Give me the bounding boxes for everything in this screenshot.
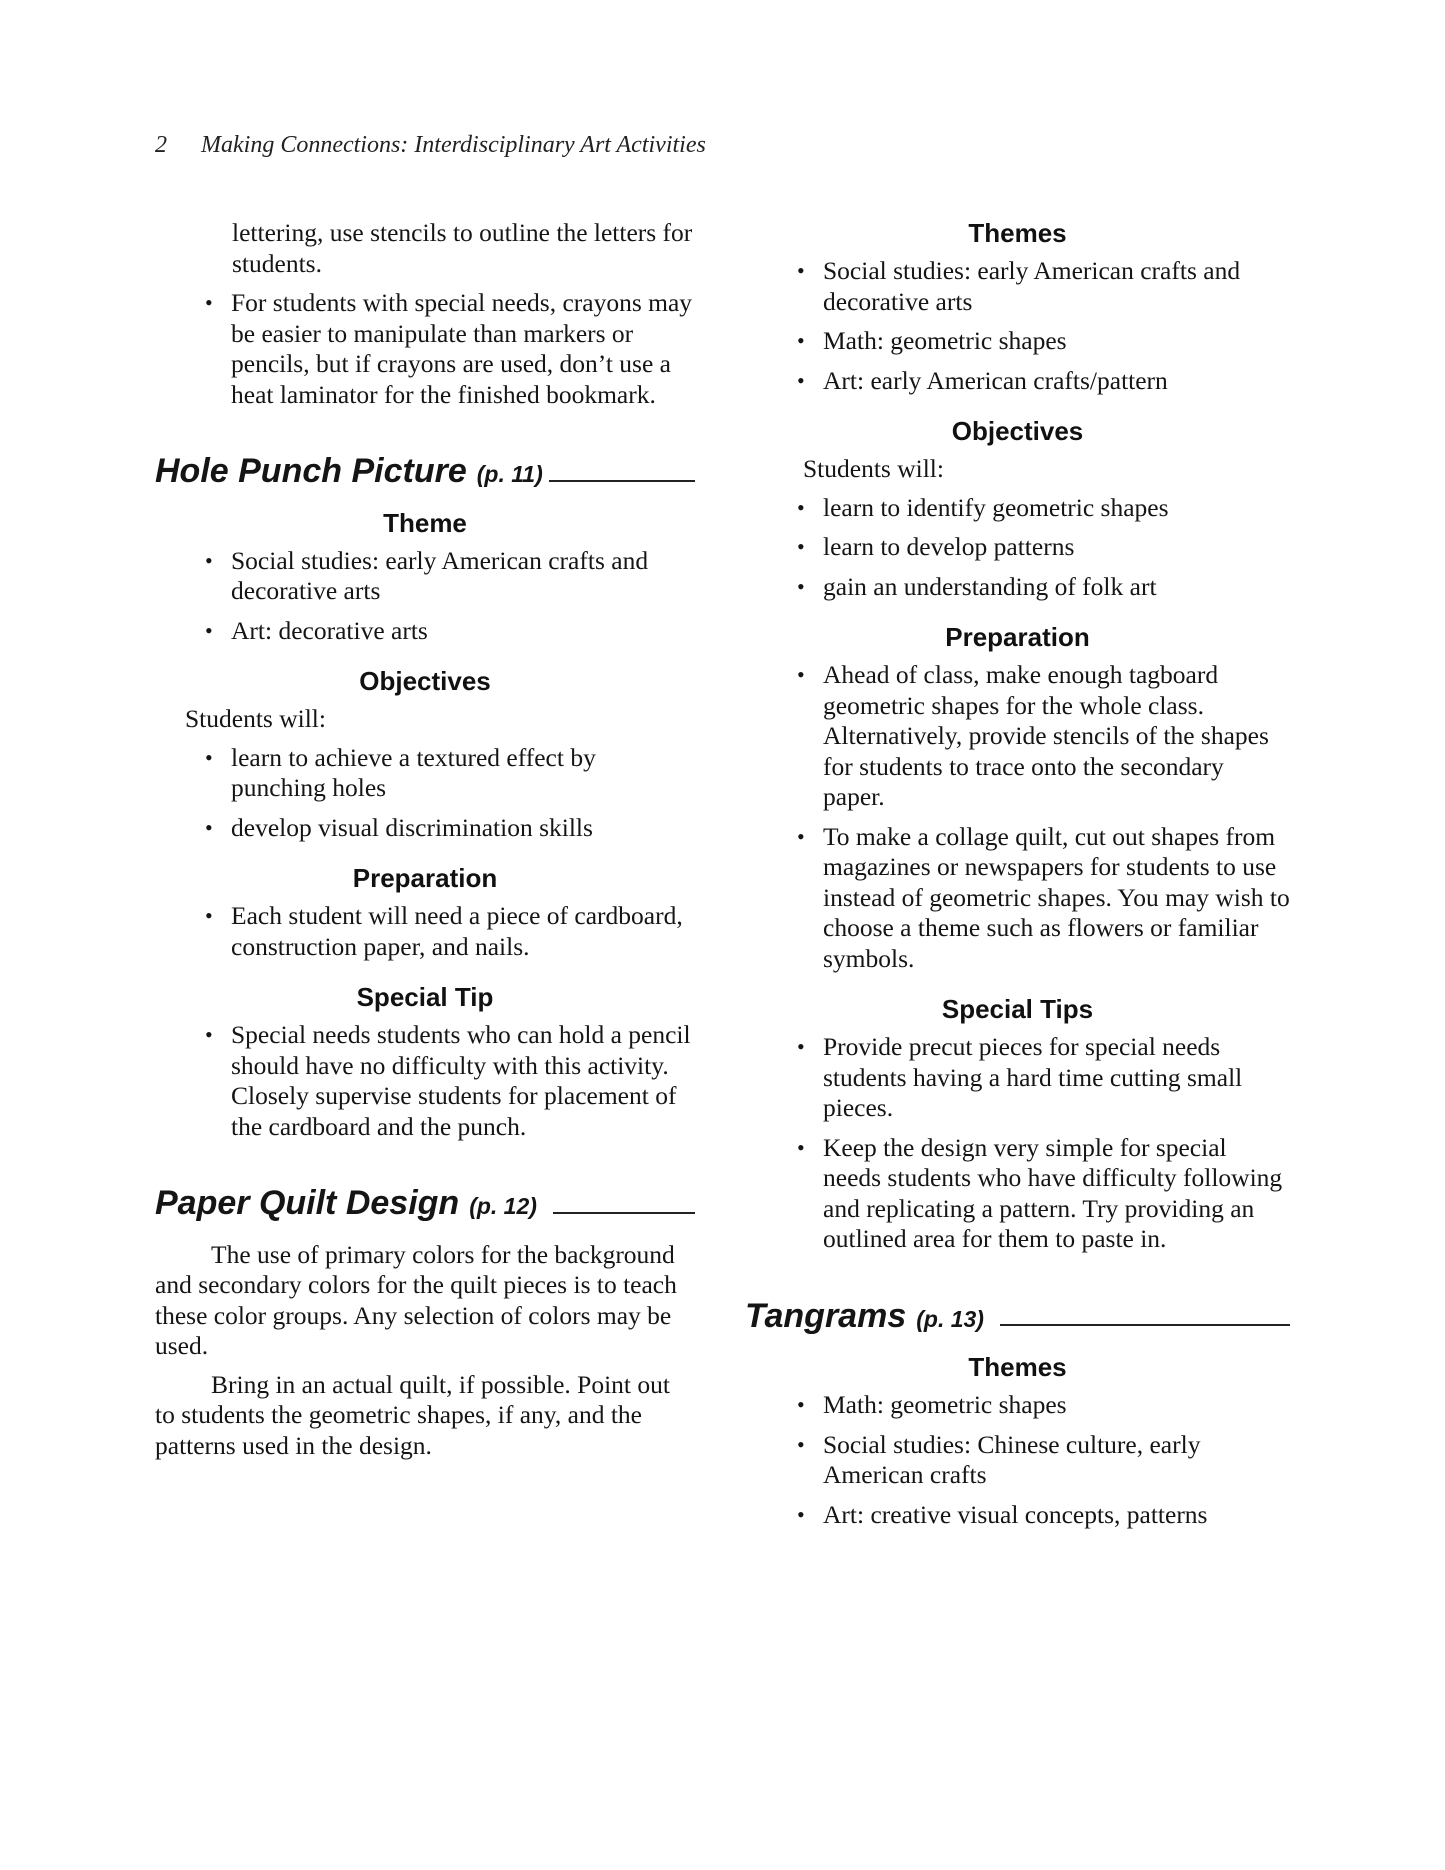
list-item: • Art: creative visual concepts, patterns — [797, 1499, 1208, 1529]
tips-list — [205, 1020, 695, 1142]
bullet-icon: • — [205, 903, 213, 928]
continued-text: lettering, use stencils to outline the letters for students. — [232, 218, 693, 278]
bullet-icon: • — [205, 617, 213, 643]
section-heading-hole-punch: Hole Punch Picture (p. 11) — [155, 456, 695, 490]
heading-rule — [549, 480, 695, 482]
list-item: • learn to achieve a textured effect by punching holes — [205, 742, 596, 802]
list-item: • Social studies: early American crafts and decorative arts — [797, 256, 1241, 316]
page-ref: (p. 11) — [476, 461, 543, 487]
list-item: • Each student will need a piece of cardboard, construction paper, and nails. — [205, 901, 683, 961]
paragraph: The use of primary colors for the background and secondary colors for the quilt pieces is to teach these color groups. Any selection of colors may be used. — [155, 1239, 677, 1360]
bullet-icon: • — [205, 1022, 213, 1047]
subheading-themes: Themes — [968, 1352, 1067, 1382]
bullet-icon: • — [205, 814, 213, 840]
right-column — [745, 218, 1290, 1539]
bullet-icon: • — [797, 494, 805, 520]
bullet-icon: • — [797, 573, 805, 599]
bullet-icon: • — [797, 328, 805, 353]
objectives-lead: Students will: — [185, 704, 326, 733]
section-heading-paper-quilt: Paper Quilt Design (p. 12) — [155, 1188, 695, 1222]
list-item: • Special needs students who can hold a pencil should have no difficulty with this activity. Closely supervise students for placement of the cardboard and the punch. — [205, 1020, 691, 1141]
preparation-list — [797, 660, 1290, 974]
subheading-objectives: Objectives — [951, 416, 1084, 446]
heading-rule — [553, 1212, 695, 1214]
preparation-list — [205, 901, 695, 962]
list-item: • For students with special needs, crayons may be easier to manipulate than markers or pencils, but if crayons are used, don’t use a heat laminator for the finished bookmark. — [205, 288, 693, 409]
bullet-icon: • — [797, 1034, 805, 1059]
page-ref: (p. 12) — [469, 1193, 537, 1219]
list-item: • Keep the design very simple for special needs students who have difficulty following and replicating a pattern. Try providing an outlined area for them to paste in. — [797, 1132, 1283, 1253]
list-item: • learn to identify geometric shapes — [797, 492, 1169, 522]
theme-list — [205, 546, 695, 647]
subheading-special-tip: Special Tip — [356, 982, 494, 1012]
subheading-theme: Theme — [383, 507, 467, 538]
list-item: • develop visual discrimination skills — [205, 812, 593, 842]
objectives-lead: Students will: — [803, 454, 944, 483]
objectives-list — [797, 493, 1290, 603]
subheading-objectives: Objectives — [359, 666, 491, 696]
list-item: • gain an understanding of folk art — [797, 571, 1157, 601]
bullet-icon: • — [797, 1134, 805, 1160]
book-title: Making Connections: Interdisciplinary Art Activities — [201, 132, 706, 158]
list-item: • To make a collage quilt, cut out shapes from magazines or newspapers for students to use instead of geometric shapes. You may wish to choose a theme such as flowers or familiar symbols. — [797, 821, 1290, 973]
bullet-icon: • — [797, 823, 805, 849]
objectives-list — [205, 743, 695, 844]
running-head — [155, 132, 706, 159]
paragraph: Bring in an actual quilt, if possible. Point out to students the geometric shapes, if any, and the patterns used in the design. — [155, 1369, 670, 1460]
list-item: • Social studies: early American crafts and decorative arts — [205, 545, 649, 605]
subheading-preparation: Preparation — [352, 863, 498, 893]
themes-list — [797, 256, 1290, 396]
bullet-icon: • — [205, 744, 213, 770]
section-heading-tangrams: Tangrams (p. 13) — [745, 1301, 1290, 1335]
tips-list — [797, 1032, 1290, 1255]
page-number: 2 — [155, 132, 167, 158]
page-ref: (p. 13) — [916, 1305, 984, 1332]
subheading-special-tips: Special Tips — [941, 994, 1094, 1024]
bullet-icon: • — [205, 547, 213, 573]
bullet-icon: • — [797, 534, 805, 559]
list-item: • Art: early American crafts/pattern — [797, 365, 1168, 395]
list-item: • Art: decorative arts — [205, 615, 428, 645]
bullet-icon: • — [797, 367, 805, 393]
list-item: • learn to develop patterns — [797, 532, 1075, 561]
subheading-preparation: Preparation — [945, 622, 1090, 652]
bullet-icon: • — [205, 290, 213, 315]
bullet-icon: • — [797, 1392, 805, 1417]
bullet-icon: • — [797, 258, 805, 283]
bullet-icon: • — [797, 1431, 805, 1457]
themes-list — [797, 1390, 1290, 1530]
bullet-icon: • — [797, 662, 805, 687]
list-item: • Math: geometric shapes — [797, 326, 1067, 355]
list-item: • Ahead of class, make enough tagboard geometric shapes for the whole class. Alternatively, provide stencils of the shapes for students to trace onto the secondary paper. — [797, 660, 1269, 811]
subheading-themes: Themes — [968, 218, 1067, 248]
bullet-icon: • — [797, 1501, 805, 1527]
continued-bullets — [205, 288, 695, 410]
list-item: • Math: geometric shapes — [797, 1390, 1067, 1419]
list-item: • Social studies: Chinese culture, early American crafts — [797, 1429, 1201, 1489]
left-column — [155, 218, 695, 1469]
list-item: • Provide precut pieces for special needs students having a hard time cutting small pieces. — [797, 1032, 1243, 1122]
heading-rule — [1000, 1324, 1290, 1326]
